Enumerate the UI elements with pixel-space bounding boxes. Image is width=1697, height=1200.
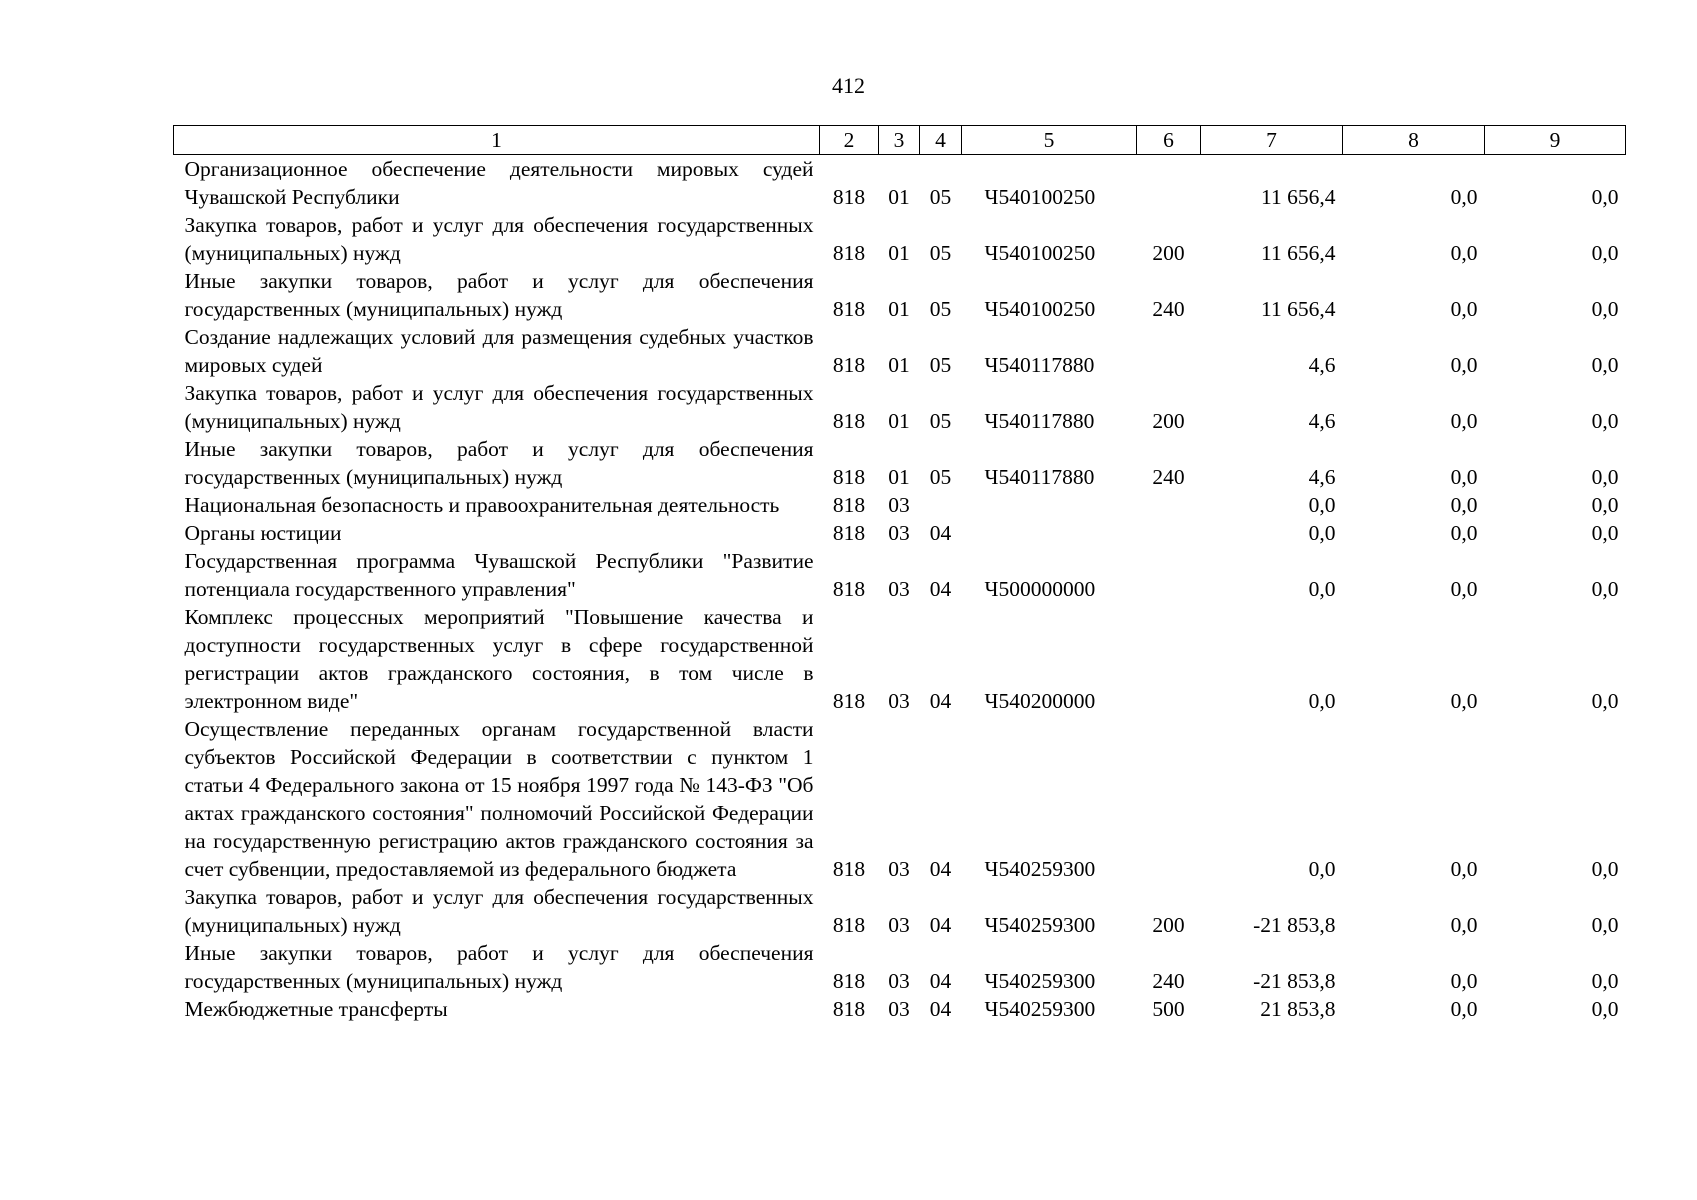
cell-amount-3: 0,0	[1591, 857, 1619, 881]
table-row	[174, 995, 1626, 1023]
cell-amount-3: 0,0	[1591, 465, 1619, 489]
cell-amount-1: 4,6	[1308, 409, 1336, 433]
cell-name: Комплекс процессных мероприятий "Повышение качества и доступности государственных услуг в сфере государственной регистрации актов гражданского состояния, в том числе в электронном виде"	[184, 605, 814, 713]
cell-name: Осуществление переданных органам государственной власти субъектов Российской Федерации в соответствии с пунктом 1 статьи 4 Федерального закона от 15 ноября 1997 года № 143-ФЗ "Об актах гражданского состояния" полномочий Российской Федерации на государственную регистрацию актов гражданского состояния за счет субвенции, предоставляемой из федерального бюджета	[184, 717, 814, 881]
cell-target-article: Ч540200000	[984, 689, 1096, 713]
cell-amount-2: 0,0	[1450, 689, 1478, 713]
cell-name: Межбюджетные трансферты	[184, 997, 448, 1021]
cell-expense-type: 200	[1152, 241, 1185, 265]
table-row	[174, 379, 1626, 435]
cell-amount-2: 0,0	[1450, 997, 1478, 1021]
cell-target-article: Ч540259300	[984, 913, 1096, 937]
cell-ministry: 818	[832, 857, 866, 881]
column-header-5: 5	[962, 126, 1137, 155]
cell-section: 03	[888, 493, 910, 517]
cell-subsection: 04	[929, 577, 952, 601]
cell-expense-type: 500	[1152, 997, 1185, 1021]
cell-subsection: 05	[929, 465, 952, 489]
cell-ministry: 818	[832, 465, 866, 489]
column-header-8: 8	[1343, 126, 1485, 155]
cell-section: 01	[888, 185, 910, 209]
cell-ministry: 818	[832, 297, 866, 321]
cell-amount-3: 0,0	[1591, 913, 1619, 937]
cell-amount-3: 0,0	[1591, 409, 1619, 433]
cell-amount-3: 0,0	[1591, 241, 1619, 265]
cell-section: 03	[888, 857, 910, 881]
cell-amount-3: 0,0	[1591, 185, 1619, 209]
cell-target-article: Ч540100250	[984, 297, 1096, 321]
cell-expense-type	[1137, 519, 1201, 547]
cell-subsection: 05	[929, 185, 952, 209]
cell-amount-1: -21 853,8	[1253, 969, 1336, 993]
cell-expense-type	[1137, 491, 1201, 519]
cell-ministry: 818	[832, 241, 866, 265]
cell-amount-3: 0,0	[1591, 997, 1619, 1021]
cell-subsection	[920, 491, 962, 519]
cell-amount-2: 0,0	[1450, 465, 1478, 489]
cell-amount-1: -21 853,8	[1253, 913, 1336, 937]
cell-target-article: Ч540259300	[984, 997, 1096, 1021]
cell-amount-1: 11 656,4	[1261, 185, 1336, 209]
cell-name: Государственная программа Чувашской Республики "Развитие потенциала государственного управления"	[184, 549, 814, 601]
cell-ministry: 818	[832, 493, 866, 517]
cell-expense-type	[1137, 155, 1201, 212]
cell-amount-3: 0,0	[1591, 297, 1619, 321]
table-row	[174, 519, 1626, 547]
column-header-2: 2	[820, 126, 879, 155]
cell-ministry: 818	[832, 353, 866, 377]
cell-amount-2: 0,0	[1450, 185, 1478, 209]
cell-subsection: 04	[929, 857, 952, 881]
cell-section: 03	[888, 689, 910, 713]
column-header-9: 9	[1485, 126, 1626, 155]
cell-amount-2: 0,0	[1450, 857, 1478, 881]
cell-amount-3: 0,0	[1591, 577, 1619, 601]
cell-amount-2: 0,0	[1450, 913, 1478, 937]
cell-target-article: Ч540100250	[984, 185, 1096, 209]
cell-amount-1: 4,6	[1308, 465, 1336, 489]
cell-section: 03	[888, 521, 910, 545]
cell-amount-3: 0,0	[1591, 689, 1619, 713]
cell-ministry: 818	[832, 913, 866, 937]
cell-section: 01	[888, 241, 910, 265]
table-body	[174, 155, 1626, 1024]
cell-amount-1: 0,0	[1308, 577, 1336, 601]
cell-target-article: Ч540117880	[984, 409, 1095, 433]
table-row	[174, 715, 1626, 883]
cell-target-article: Ч540259300	[984, 857, 1096, 881]
table-row	[174, 547, 1626, 603]
cell-amount-3: 0,0	[1591, 353, 1619, 377]
cell-subsection: 05	[929, 241, 952, 265]
cell-ministry: 818	[832, 689, 866, 713]
cell-subsection: 05	[929, 297, 952, 321]
cell-name: Иные закупки товаров, работ и услуг для обеспечения государственных (муниципальных) нужд	[184, 269, 814, 321]
cell-target-article: Ч540117880	[984, 353, 1095, 377]
cell-expense-type	[1137, 547, 1201, 603]
cell-amount-2: 0,0	[1450, 493, 1478, 517]
cell-expense-type: 200	[1152, 913, 1185, 937]
cell-amount-1: 11 656,4	[1261, 297, 1336, 321]
cell-target-article: Ч540100250	[984, 241, 1096, 265]
cell-amount-3: 0,0	[1591, 493, 1619, 517]
cell-amount-2: 0,0	[1450, 577, 1478, 601]
cell-ministry: 818	[832, 409, 866, 433]
column-header-7: 7	[1201, 126, 1343, 155]
cell-amount-3: 0,0	[1591, 969, 1619, 993]
table-row	[174, 491, 1626, 519]
cell-section: 03	[888, 969, 910, 993]
cell-name: Национальная безопасность и правоохранительная деятельность	[184, 493, 780, 517]
cell-expense-type: 200	[1152, 409, 1185, 433]
cell-expense-type: 240	[1152, 465, 1185, 489]
cell-amount-2: 0,0	[1450, 297, 1478, 321]
cell-amount-1: 0,0	[1308, 857, 1336, 881]
column-header-1: 1	[174, 126, 820, 155]
cell-section: 01	[888, 353, 910, 377]
cell-amount-1: 4,6	[1308, 353, 1336, 377]
table-row	[174, 435, 1626, 491]
cell-amount-2: 0,0	[1450, 353, 1478, 377]
cell-expense-type	[1137, 323, 1201, 379]
cell-name: Создание надлежащих условий для размещения судебных участков мировых судей	[184, 325, 814, 377]
cell-amount-1: 0,0	[1308, 521, 1336, 545]
cell-section: 03	[888, 997, 910, 1021]
cell-target-article	[962, 491, 1137, 519]
table-row	[174, 211, 1626, 267]
cell-expense-type	[1137, 715, 1201, 883]
cell-amount-2: 0,0	[1450, 241, 1478, 265]
cell-amount-1: 0,0	[1308, 493, 1336, 517]
cell-section: 01	[888, 297, 910, 321]
cell-expense-type: 240	[1152, 969, 1185, 993]
cell-section: 01	[888, 409, 910, 433]
cell-ministry: 818	[832, 997, 866, 1021]
cell-name: Закупка товаров, работ и услуг для обеспечения государственных (муниципальных) нужд	[184, 213, 814, 265]
cell-subsection: 04	[929, 997, 952, 1021]
table-row	[174, 267, 1626, 323]
cell-amount-1: 21 853,8	[1260, 997, 1336, 1021]
cell-expense-type	[1137, 603, 1201, 715]
cell-section: 01	[888, 465, 910, 489]
table-row	[174, 603, 1626, 715]
header-row	[174, 126, 1626, 155]
cell-name: Иные закупки товаров, работ и услуг для обеспечения государственных (муниципальных) нужд	[184, 437, 814, 489]
cell-subsection: 04	[929, 521, 952, 545]
cell-ministry: 818	[832, 969, 866, 993]
cell-subsection: 04	[929, 969, 952, 993]
cell-amount-2: 0,0	[1450, 521, 1478, 545]
cell-amount-1: 11 656,4	[1261, 241, 1336, 265]
cell-target-article: Ч500000000	[984, 577, 1096, 601]
cell-name: Закупка товаров, работ и услуг для обеспечения государственных (муниципальных) нужд	[184, 381, 814, 433]
cell-section: 03	[888, 913, 910, 937]
table-row	[174, 323, 1626, 379]
cell-ministry: 818	[832, 185, 866, 209]
column-header-6: 6	[1137, 126, 1201, 155]
table-row	[174, 883, 1626, 939]
cell-subsection: 05	[929, 409, 952, 433]
cell-expense-type: 240	[1152, 297, 1185, 321]
cell-name: Организационное обеспечение деятельности мировых судей Чувашской Республики	[184, 157, 814, 209]
cell-target-article: Ч540117880	[984, 465, 1095, 489]
cell-target-article	[962, 519, 1137, 547]
cell-name: Органы юстиции	[184, 521, 342, 545]
cell-name: Закупка товаров, работ и услуг для обеспечения государственных (муниципальных) нужд	[184, 885, 814, 937]
table-row	[174, 155, 1626, 212]
cell-subsection: 04	[929, 689, 952, 713]
cell-amount-3: 0,0	[1591, 521, 1619, 545]
cell-amount-2: 0,0	[1450, 969, 1478, 993]
page-number: 412	[832, 73, 865, 98]
table-row	[174, 939, 1626, 995]
cell-section: 03	[888, 577, 910, 601]
column-header-3: 3	[879, 126, 920, 155]
cell-subsection: 04	[929, 913, 952, 937]
cell-name: Иные закупки товаров, работ и услуг для обеспечения государственных (муниципальных) нужд	[184, 941, 814, 993]
cell-ministry: 818	[832, 521, 866, 545]
budget-table	[173, 125, 1626, 1023]
cell-subsection: 05	[929, 353, 952, 377]
column-header-4: 4	[920, 126, 962, 155]
cell-amount-1: 0,0	[1308, 689, 1336, 713]
cell-ministry: 818	[832, 577, 866, 601]
cell-target-article: Ч540259300	[984, 969, 1096, 993]
cell-amount-2: 0,0	[1450, 409, 1478, 433]
